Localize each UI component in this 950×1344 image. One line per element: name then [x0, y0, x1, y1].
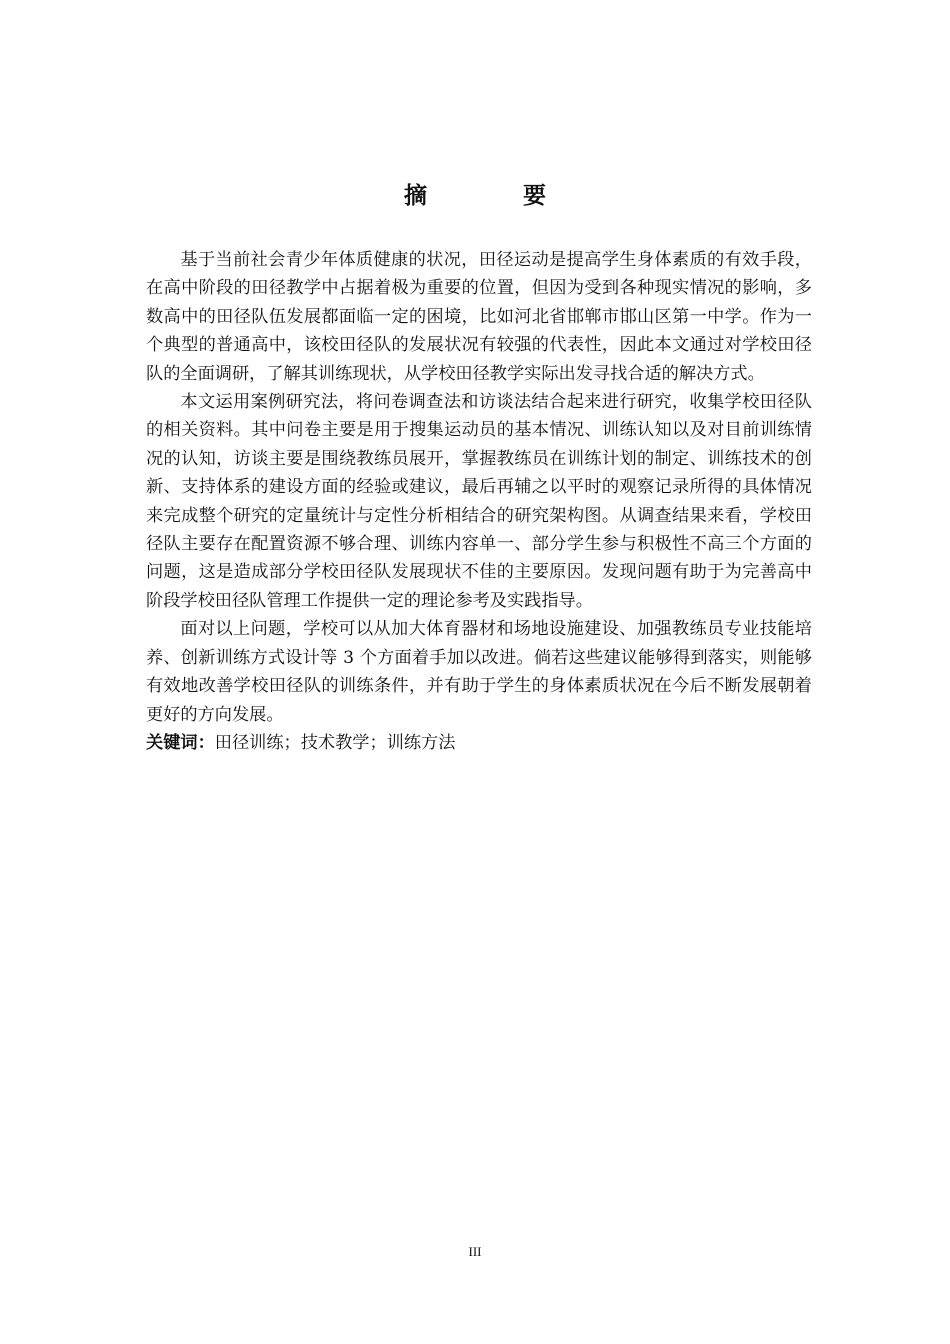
page-number: III — [468, 1244, 482, 1259]
keywords-text: 田径训练；技术教学；训练方法 — [214, 732, 456, 753]
abstract-body — [146, 246, 812, 757]
abstract-paragraph-1: 基于当前社会青少年体质健康的状况，田径运动是提高学生身体素质的有效手段，在高中阶段的田径教学中占据着极为重要的位置，但因为受到各种现实情况的影响，多数高中的田径队伍发展都面临一定的困境，比如河北省邯郸市邯山区第一中学。作为一个典型的普通高中，该校田径队的发展状况有较强的代表性，因此本文通过对学校田径队的全面调研，了解其训练现状，从学校田径教学实际出发寻找合适的解决方式。 — [146, 250, 812, 384]
abstract-paragraph-3: 面对以上问题，学校可以从加大体育器材和场地设施建设、加强教练员专业技能培养、创新训练方式设计等 3 个方面着手加以改进。倘若这些建议能够得到落实，则能够有效地改善学校田径队的训练条件，并有助于学生的身体素质状况在今后不断发展朝着更好的方向发展。 — [146, 619, 812, 725]
page-title: 摘 要 — [403, 183, 590, 209]
abstract-paragraph-2: 本文运用案例研究法，将问卷调查法和访谈法结合起来进行研究，收集学校田径队的相关资料。其中问卷主要是用于搜集运动员的基本情况、训练认知以及对目前训练情况的认知，访谈主要是围绕教练员展开，掌握教练员在训练计划的制定、训练技术的创新、支持体系的建设方面的经验或建议，最后再辅之以平时的观察记录所得的具体情况来完成整个研究的定量统计与定性分析相结合的研究架构图。从调查结果来看，学校田径队主要存在配置资源不够合理、训练内容单一、部分学生参与积极性不高三个方面的问题，这是造成部分学校田径队发展现状不佳的主要原因。发现问题有助于为完善高中阶段学校田径队管理工作提供一定的理论参考及实践指导。 — [146, 392, 812, 611]
keywords-label: 关键词： — [146, 732, 215, 753]
keywords-line — [146, 729, 812, 757]
